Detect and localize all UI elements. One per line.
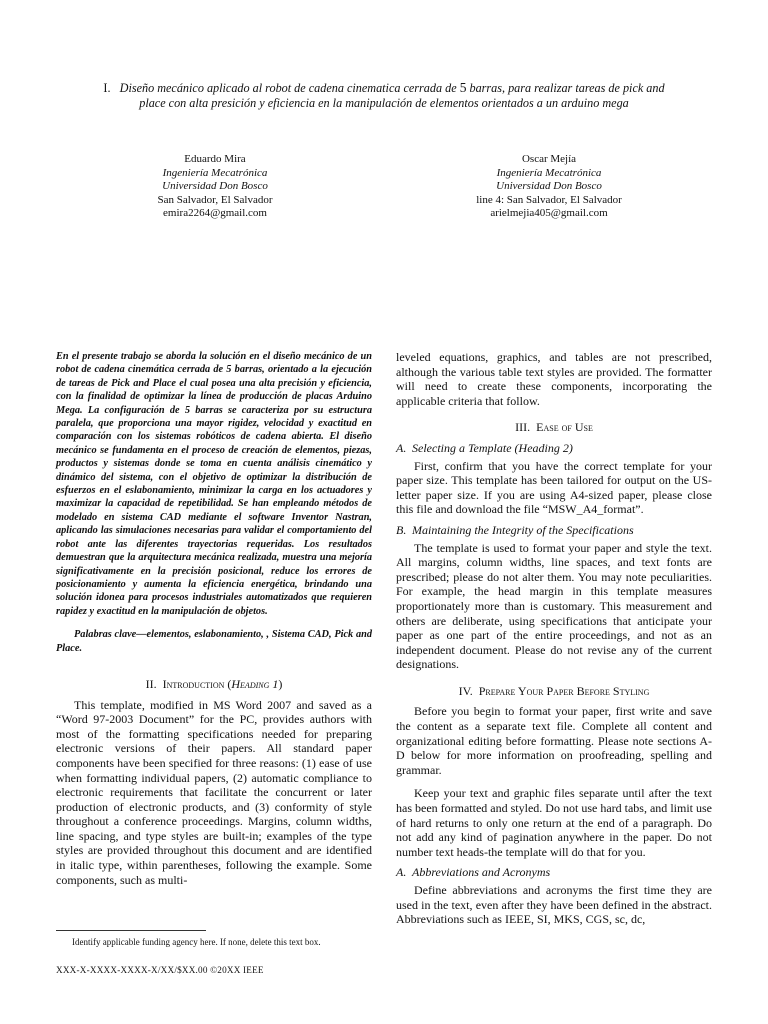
paragraph-prepare-1: Before you begin to format your paper, first write and save the content as a separate text file. Complete all content and organizational editing before formatting. Please note sections A-D below for more information on proofreading, spelling and grammar. [396,704,712,777]
continuation-paragraph: leveled equations, graphics, and tables are not prescribed, although the various table text styles are provided. The formatter will need to create these components, incorporating the applicable criteria that follow. [396,350,712,408]
copyright-notice: XXX-X-XXXX-XXXX-X/XX/$XX.00 ©20XX IEEE [56,965,264,975]
paragraph-prepare-2: Keep your text and graphic files separate until after the text has been formatted and styled. Do not use hard tabs, and limit use of hard returns to only one return at the end of a paragraph. Do not add any kind of pagination anywhere in the paper. Do not number text heads-the template will do that for you. [396,786,712,859]
footnote-divider [56,930,206,931]
author-location: line 4: San Salvador, El Salvador [476,193,622,206]
paper-title [40,80,728,111]
left-column [56,350,372,887]
author-email: emira2264@gmail.com [163,207,267,220]
author-organization: Universidad Don Bosco [496,180,602,193]
paragraph-selecting-template: First, confirm that you have the correct template for your paper size. This template has been tailored for output on the US-letter paper size. If you are using A4-sized paper, please close this file and download the file “MSW_A4_format”. [396,458,712,517]
paragraph-abbreviations: Define abbreviations and acronyms the first time they are used in the text, even after they have been defined in the abstract. Abbreviations such as IEEE, SI, MKS, CGS, sc, dc, [396,883,712,927]
subsection-heading-integrity: B. Maintaining the Integrity of the Specifications [396,522,634,537]
abstract: En el presente trabajo se aborda la solución en el diseño mecánico de un robot de cadena cinemática cerrada de 5 barras, orientado a la ejecución de tareas de Pick and Place el cual posea una alta precisión y eficiencia, con la finalidad de optimizar la línea de producción de placas Arduino Mega. La configuración de 5 barras se caracteriza por su estructura paralela, que proporciona una mayor rigidez, velocidad y exactitud en comparación con los sistemas robóticos de cadena abierta. El diseño mecánico se fundamenta en el proceso de creación de elementos, piezas, productos y sistemas donde se toma en cuenta análisis cinemático y dinámico del sistema, con el objetivo de optimizar la distribución de esfuerzos en el eslabonamiento, minimizar la carga en los actuadores y maximizar la capacidad de repetibilidad. Se han empleando métodos de modelado en sistema CAD mediante el software Inventor Nastran, aplicando las simulaciones necesarias para validar el comportamiento del robot ante las diferentes trayectorias requeridas. Los resultados demuestran que la arquitectura mecánica realizada, muestra una mejoría significativamente en la precisión posicional, reduce los errores de posicionamiento y aumenta la eficiencia energética, brindando una solución idonea para procesos industriales automatizados que requieren rapidez y exactitud en la manipulación de objetos. [56,351,372,617]
author-email: arielmejia405@gmail.com [490,207,608,220]
author-block-1 [85,153,345,221]
section-heading-ease-of-use: III. Ease of Use [515,420,593,435]
author-name: Eduardo Mira [184,153,246,165]
paragraph-integrity: The template is used to format your paper and style the text. All margins, column widths, line spaces, and text fonts are prescribed; please do not alter them. You may note peculiarities. For example, the head margin in this template measures proportionately more than is customary. This measurement and others are deliberate, using specifications that anticipate your paper as one part of the entire proceedings, and not as an independent document. Please do not revise any of the current designations. [396,540,712,672]
subsection-heading-selecting-template: A. Selecting a Template (Heading 2) [396,440,573,455]
subsection-heading-abbreviations: A. Abbreviations and Acronyms [396,865,551,880]
right-column [396,350,712,927]
author-department: Ingeniería Mecatrónica [162,166,268,179]
intro-paragraph: This template, modified in MS Word 2007 and saved as a “Word 97-2003 Document” for the PC, provides authors with most of the formatting specifications needed for preparing electronic versions of their papers. All standard paper components have been specified for three reasons: (1) ease of use when formatting individual papers, (2) automatic compliance to electronic requirements that facilitate the concurrent or later production of electronic products, and (3) conformity of style throughout a conference proceedings. Margins, column widths, line spacing, and type styles are built-in; examples of the type styles are provided throughout this document and are identified in italic type, within parentheses, following the example. Some components, such as multi- [56,697,372,887]
section-heading-prepare-paper: IV. Prepare Your Paper Before Styling [458,683,650,698]
author-department: Ingeniería Mecatrónica [496,166,602,179]
keywords: Palabras clave—elementos, eslabonamiento, , Sistema CAD, Pick and Place. [56,629,372,654]
author-location: San Salvador, El Salvador [157,193,273,206]
title-line-2: place con alta presición y eficiencia en la manipulación de elementos orientados a un arduino mega [139,96,629,110]
author-name: Oscar Mejía [521,153,577,165]
title-line-1: Diseño mecánico aplicado al robot de cadena cinematica cerrada de 5 barras, para realizar tareas de pick and [119,80,665,95]
section-heading-introduction: II. Introduction (Heading 1) [145,676,283,691]
title-number: I. [103,81,111,95]
author-organization: Universidad Don Bosco [162,180,268,193]
author-block-2 [419,153,679,221]
footnote: Identify applicable funding agency here. If none, delete this text box. [72,937,321,947]
